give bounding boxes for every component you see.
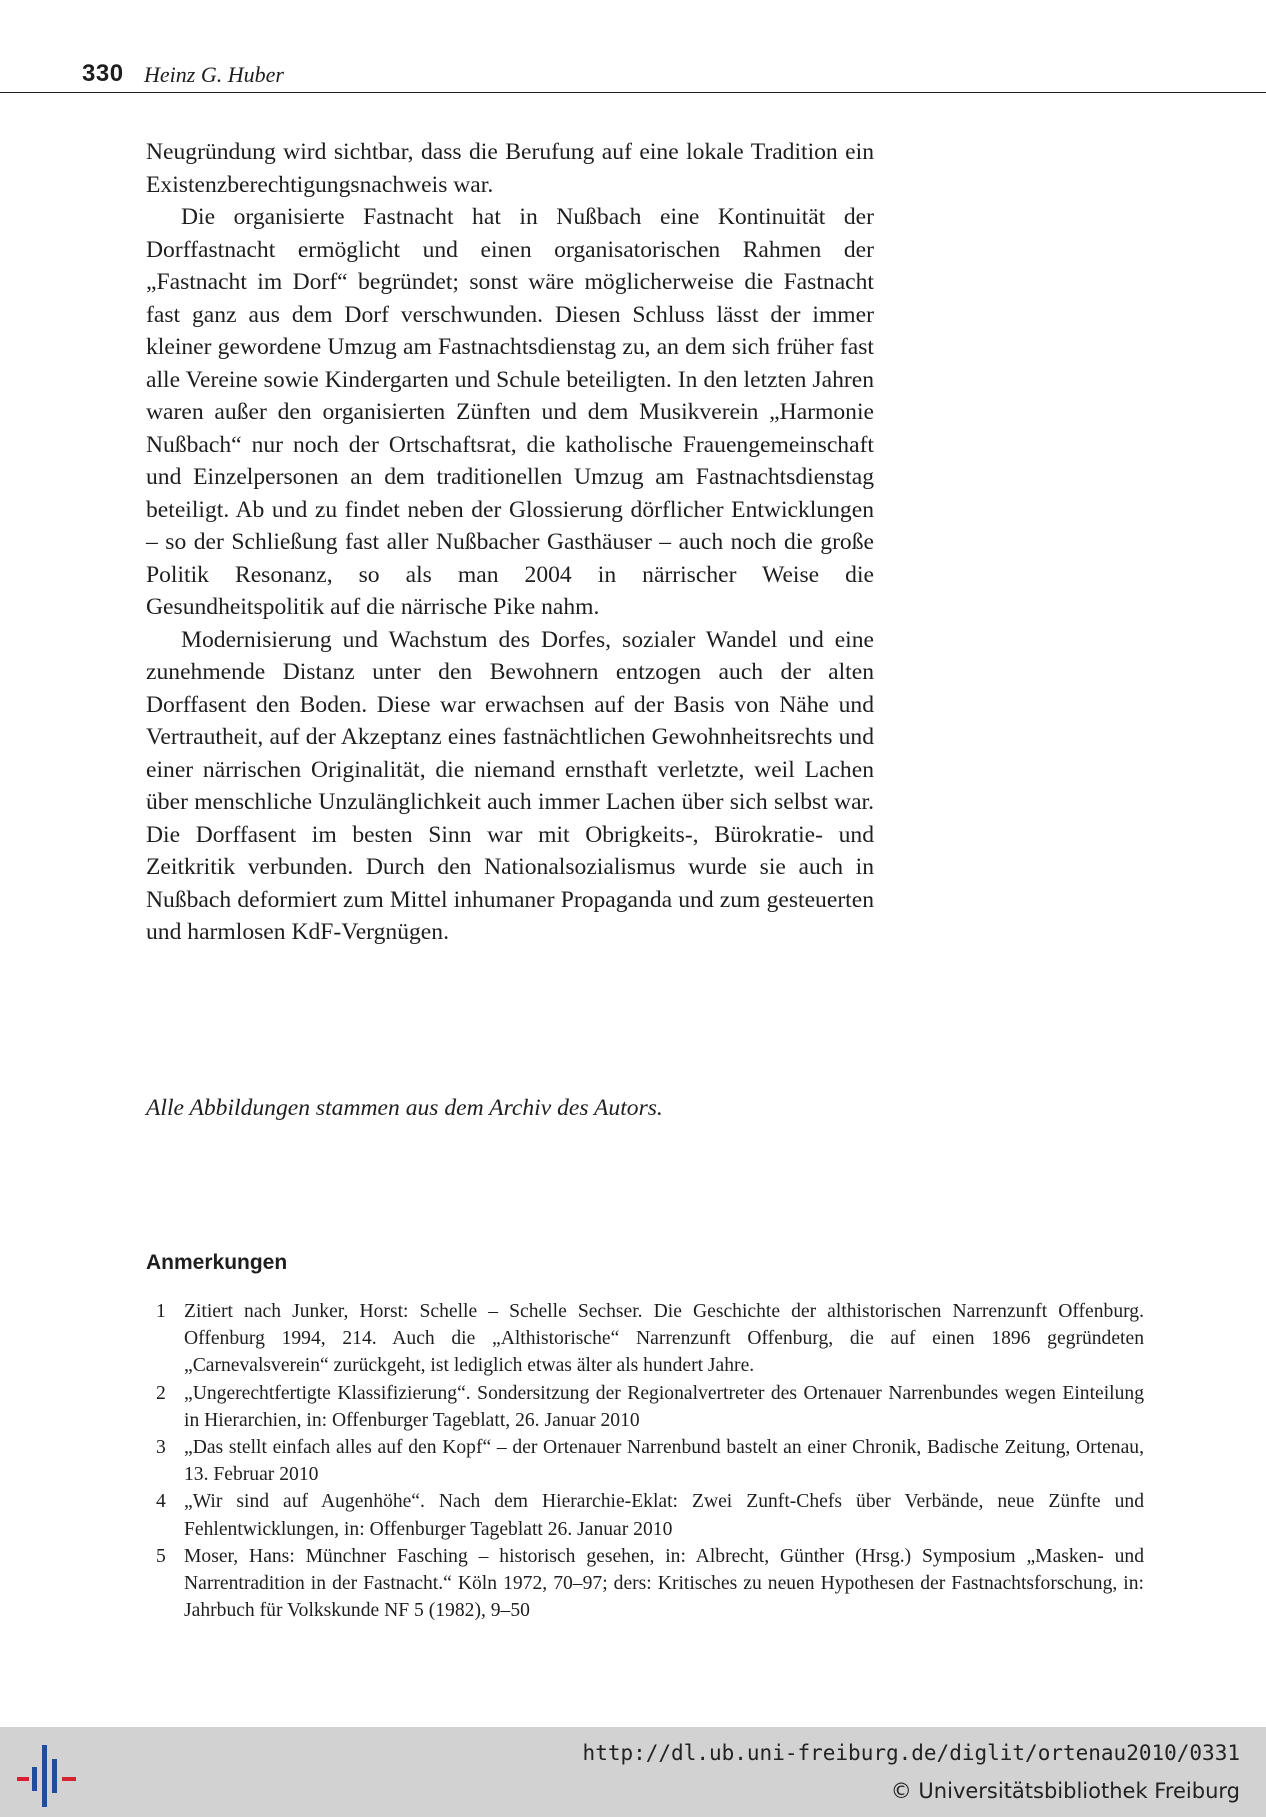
endnotes-list xyxy=(146,1298,1144,1624)
endnote-number: 4 xyxy=(156,1491,166,1513)
endnote-number: 2 xyxy=(156,1382,166,1404)
endnote xyxy=(146,1434,1144,1488)
ub-freiburg-logo-icon xyxy=(14,1741,84,1811)
endnote-text: „Das stellt einfach alles auf den Kopf“ – der Ortenauer Narrenbund bastelt an einer Chronik, Badische Zeitung, Ortenau, 13. Februar 2010 xyxy=(184,1437,1144,1486)
paragraph: Die organisierte Fastnacht hat in Nußbach eine Kontinuität der Dorffastnacht ermöglicht und einen organisatorischen Rahmen der „Fastnacht im Dorf“ begründet; sonst wäre möglicherweise die Fastnacht fast ganz aus dem Dorf verschwunden. Diesen Schluss lässt der immer kleiner gewordene Umzug am Fastnachtsdienstag zu, an dem sich früher fast alle Vereine sowie Kindergarten und Schule beteiligten. In den letzten Jahren waren außer den organisierten Zünften und dem Musikverein „Harmonie Nußbach“ nur noch der Ortschaftsrat, die katholische Frauengemeinschaft und Einzelpersonen an dem traditionellen Umzug am Fastnachtsdienstag beteiligt. Ab und zu findet neben der Glossierung dörflicher Entwicklungen – so der Schließung fast aller Nußbacher Gasthäuser – auch noch die große Politik Resonanz, so als man 2004 in närrischer Weise die Gesundheitspolitik auf die närrische Pike nahm. xyxy=(146,204,874,620)
page-number: 330 xyxy=(82,60,124,87)
running-header xyxy=(0,58,1266,93)
endnote xyxy=(146,1380,1144,1434)
endnote-number: 1 xyxy=(156,1301,166,1322)
endnote-text: Zitiert nach Junker, Horst: Schelle – Schelle Sechser. Die Geschichte der althistorischen Narrenzunft Offenburg. Offenburg 1994, 214. Auch die „Althistorische“ Narrenzunft Offenburg, die auf einen 1896 gegründeten „Carnevalsverein“ zurückgeht, ist lediglich etwas älter als hundert Jahre. xyxy=(184,1301,1144,1377)
digitization-footer xyxy=(0,1727,1266,1817)
running-author: Heinz G. Huber xyxy=(144,62,284,87)
copyright-notice: © Universitätsbibliothek Freiburg xyxy=(890,1779,1240,1803)
endnote xyxy=(146,1298,1144,1380)
notes-heading: Anmerkungen xyxy=(146,1251,288,1274)
permalink-url[interactable]: http://dl.ub.uni-freiburg.de/diglit/ortenau2010/0331 xyxy=(582,1741,1240,1765)
endnote xyxy=(146,1488,1144,1542)
endnote-number: 5 xyxy=(156,1545,166,1567)
body-text xyxy=(146,136,874,949)
paragraph: Modernisierung und Wachstum des Dorfes, sozialer Wandel und eine zunehmende Distanz unter den Bewohnern entzogen auch der alten Dorffasent den Boden. Diese war erwachsen auf der Basis von Nähe und Vertrautheit, auf der Akzeptanz eines fastnächtlichen Gewohnheitsrechts und einer närrischen Originalität, die niemand ernsthaft verletzte, weil Lachen über menschliche Unzulänglichkeit auch immer Lachen über sich selbst war. Die Dorffasent im besten Sinn war mit Obrigkeits-, Bürokratie- und Zeitkritik verbunden. Durch den Nationalsozialismus wurde sie auch in Nußbach deformiert zum Mittel inhumaner Propaganda und zum gesteuerten und harmlosen KdF-Vergnügen. xyxy=(146,626,874,945)
paragraph: Neugründung wird sichtbar, dass die Berufung auf eine lokale Tradition ein Existenzberechtigungsnachweis war. xyxy=(146,139,874,198)
endnote xyxy=(146,1543,1144,1625)
endnote-text: „Wir sind auf Augenhöhe“. Nach dem Hierarchie-Eklat: Zwei Zunft-Chefs über Verbände, neue Zünfte und Fehlentwicklungen, in: Offenburger Tageblatt 26. Januar 2010 xyxy=(184,1491,1144,1540)
image-credit: Alle Abbildungen stammen aus dem Archiv des Autors. xyxy=(146,1095,663,1121)
endnote-text: „Ungerechtfertigte Klassifizierung“. Sondersitzung der Regionalvertreter des Ortenauer Narrenbundes wegen Einteilung in Hierarchien, in: Offenburger Tageblatt, 26. Januar 2010 xyxy=(184,1382,1144,1431)
endnote-number: 3 xyxy=(156,1437,166,1459)
endnote-text: Moser, Hans: Münchner Fasching – historisch gesehen, in: Albrecht, Günther (Hrsg.) Symposium „Masken- und Narrentradition in der Fastnacht.“ Köln 1972, 70–97; ders: Kritisches zu neuen Hypothesen der Fastnachtsforschung, in: Jahrbuch für Volkskunde NF 5 (1982), 9–50 xyxy=(184,1545,1144,1622)
